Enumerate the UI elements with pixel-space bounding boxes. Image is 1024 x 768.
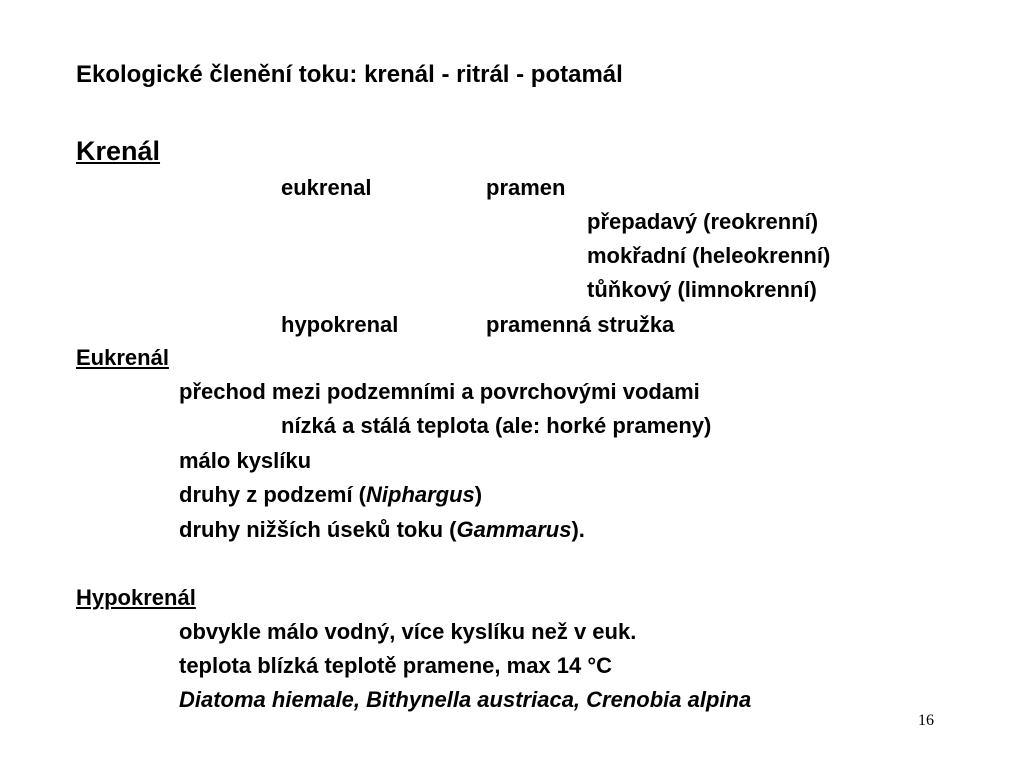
species-prefix: druhy z podzemí ( [179, 482, 366, 507]
eukrenal-heading: Eukrenál [76, 345, 169, 370]
hypokrenal-term: hypokrenal [281, 312, 399, 337]
eukrenal-term: eukrenal [281, 175, 372, 200]
hypokrenal-species: Diatoma hiemale, Bithynella austriaca, Crenobia alpina [179, 687, 752, 712]
species-name: Niphargus [366, 482, 475, 507]
hypokrenal-heading: Hypokrenál [76, 585, 196, 610]
hypokrenal-line: teplota blízká teplotě pramene, max 14 °C [179, 653, 613, 678]
eukrenal-line: nízká a stálá teplota (ale: horké prameny) [281, 413, 712, 438]
eukrenal-line: přechod mezi podzemními a povrchovými vodami [179, 379, 700, 404]
species-name: Gammarus [456, 517, 572, 542]
spring-type-item: přepadavý (reokrenní) [587, 209, 819, 234]
species-suffix: ) [474, 482, 483, 507]
hypokrenal-description: pramenná stružka [486, 312, 675, 337]
spring-type-item: tůňkový (limnokrenní) [587, 277, 817, 302]
eukrenal-description: pramen [486, 175, 566, 200]
eukrenal-species-line [179, 517, 585, 543]
spring-type-item: mokřadní (heleokrenní) [587, 243, 831, 268]
eukrenal-species-line [179, 482, 482, 508]
slide-title: Ekologické členění toku: krenál - ritrál - potamál [76, 61, 623, 88]
species-prefix: druhy nižších úseků toku ( [179, 517, 457, 542]
page-number: 16 [918, 712, 934, 729]
hypokrenal-line: obvykle málo vodný, více kyslíku než v euk. [179, 619, 637, 644]
krenal-heading: Krenál [76, 136, 161, 166]
species-suffix: ). [571, 517, 585, 542]
eukrenal-line: málo kyslíku [179, 448, 312, 473]
